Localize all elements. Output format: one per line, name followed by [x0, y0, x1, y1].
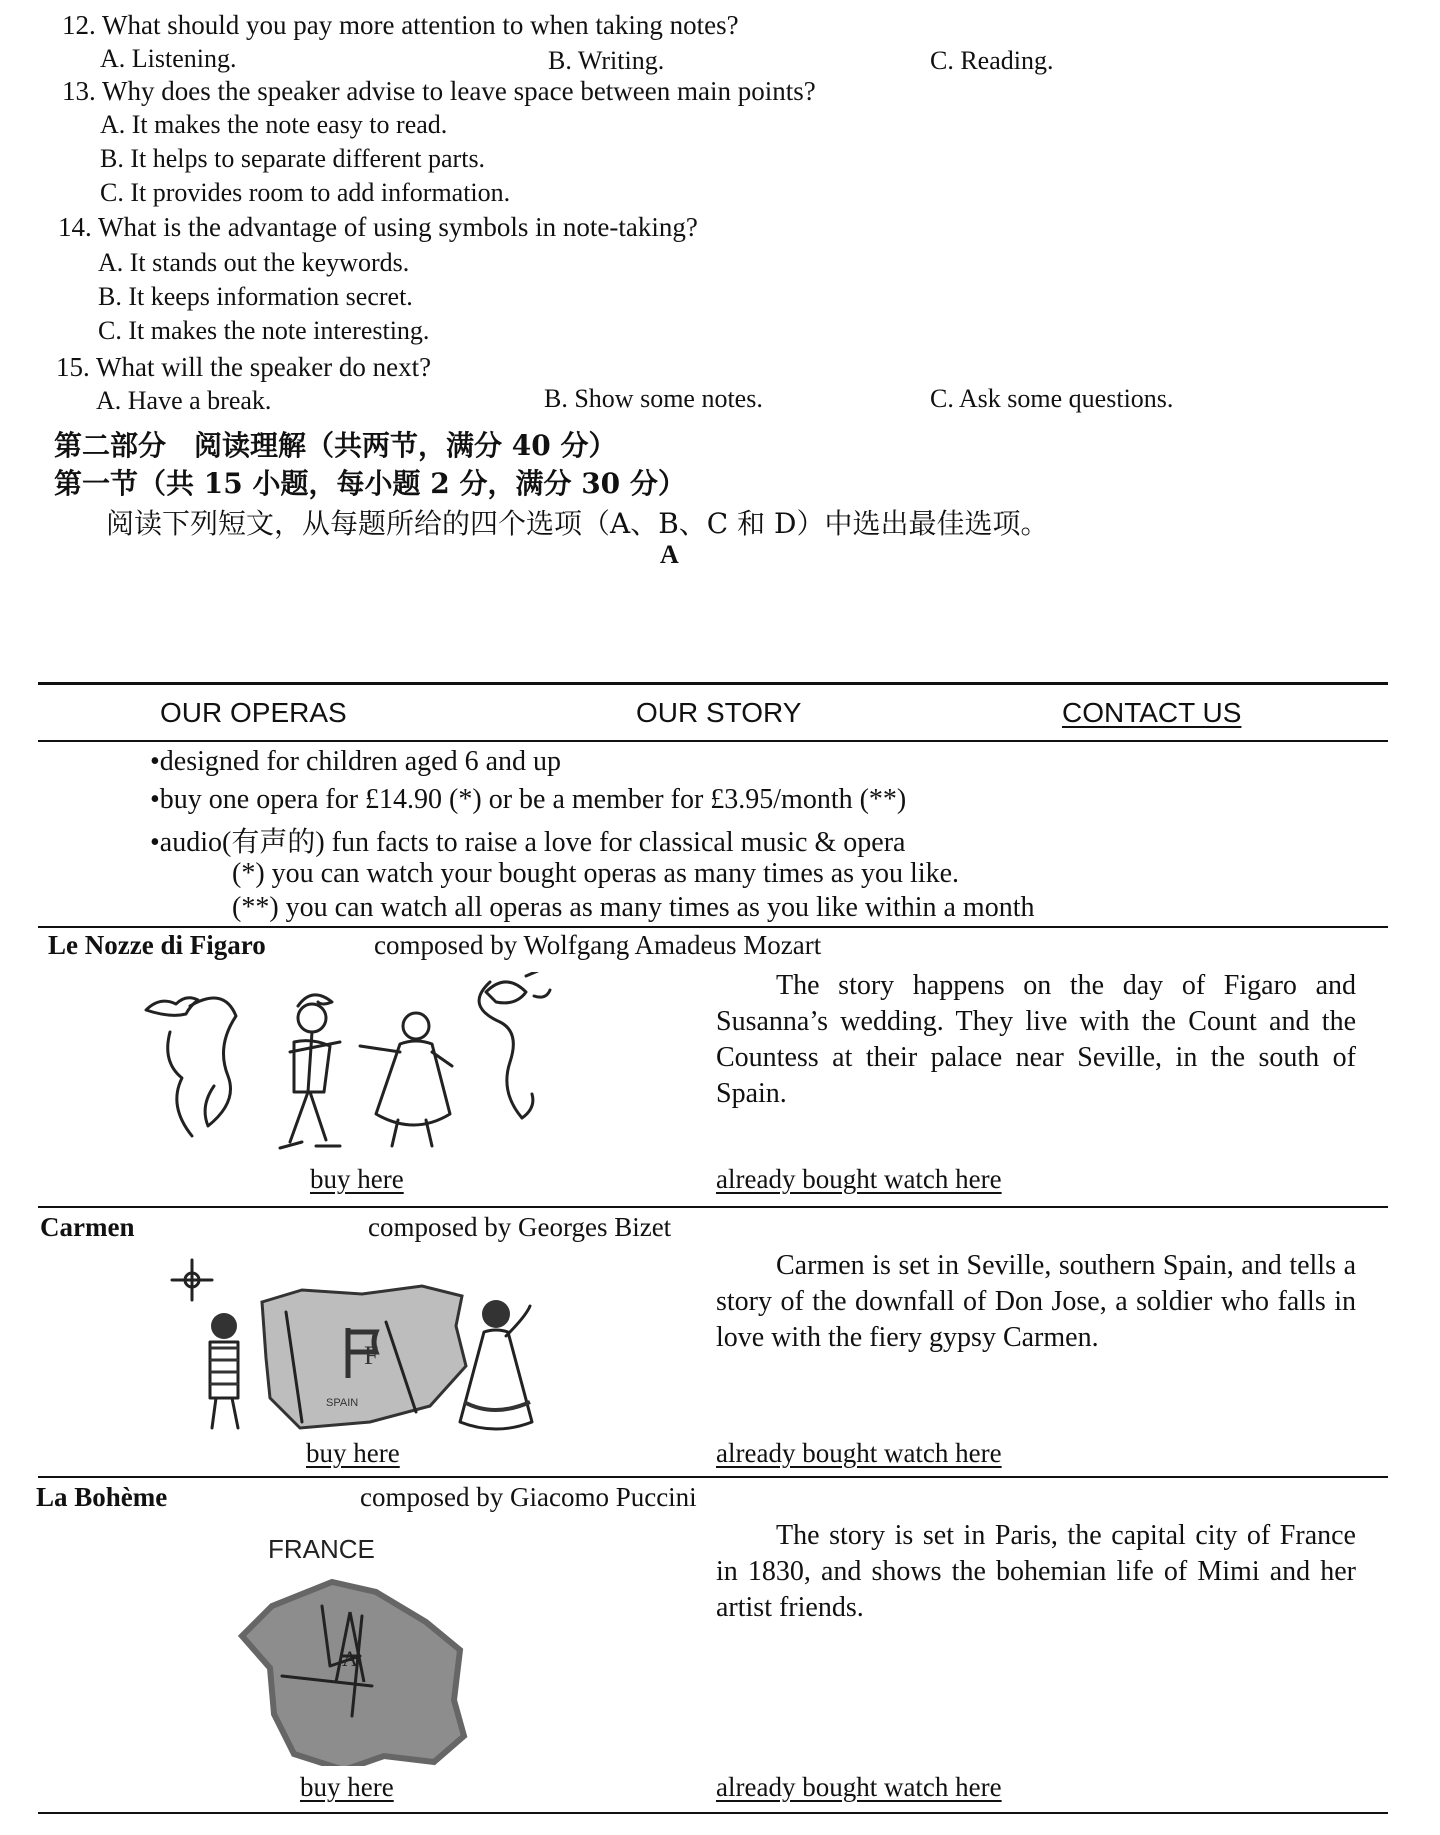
bird-icon — [479, 972, 550, 1118]
watch-link[interactable]: already bought watch here — [716, 1164, 1002, 1194]
dancer-icon — [360, 1013, 452, 1146]
france-map-illustration — [222, 1526, 492, 1766]
option-a: A. It stands out the keywords. — [98, 248, 410, 277]
option-a: A. Listening. — [100, 44, 237, 73]
option-b: B. Show some notes. — [544, 384, 763, 413]
nav-our-operas[interactable]: OUR OPERAS — [160, 697, 347, 728]
passage-label: A — [660, 540, 679, 569]
opera-title: La Bohème — [36, 1482, 168, 1512]
dancer-icon — [280, 995, 340, 1148]
compass-icon — [172, 1260, 212, 1300]
nav-our-story[interactable]: OUR STORY — [636, 697, 802, 728]
composer: composed by Georges Bizet — [368, 1212, 672, 1242]
option-c: C. It provides room to add information. — [100, 178, 511, 207]
map-country-label: SPAIN — [326, 1397, 359, 1409]
option-b: B. Writing. — [548, 46, 665, 75]
question-stem: 13. Why does the speaker advise to leave space between main points? — [62, 76, 816, 106]
option-b: B. It helps to separate different parts. — [100, 144, 486, 173]
option-a: A. Have a break. — [96, 386, 272, 415]
question-stem: 14. What is the advantage of using symbols in note-taking? — [58, 212, 698, 242]
buy-link[interactable]: buy here — [306, 1438, 400, 1468]
figaro-dancers-illustration — [130, 972, 590, 1162]
section-subtitle: 第一节（共 15 小题，每小题 2 分，满分 30 分） — [54, 467, 686, 500]
watch-link[interactable]: already bought watch here — [716, 1438, 1002, 1468]
buy-link[interactable]: buy here — [300, 1772, 394, 1802]
opera-title: Carmen — [40, 1212, 135, 1242]
map-letter: F — [364, 1341, 379, 1370]
divider — [38, 926, 1388, 928]
composer: composed by Wolfgang Amadeus Mozart — [374, 930, 822, 960]
instruction: 阅读下列短文，从每题所给的四个选项（A、B、C 和 D）中选出最佳选项。 — [106, 507, 1049, 540]
divider — [38, 740, 1388, 742]
option-a: A. It makes the note easy to read. — [100, 110, 448, 139]
iberia-map — [262, 1286, 466, 1428]
footnote: (**) you can watch all operas as many times as you like within a month — [232, 892, 1035, 923]
option-c: C. Reading. — [930, 46, 1054, 75]
dancer-icon — [460, 1300, 532, 1429]
spain-map-illustration — [166, 1252, 546, 1434]
opera-description: The story happens on the day of Figaro and Susanna’s wedding. They live with the Count and the Countess at their palace near Seville, in the south of Spain. — [716, 970, 1356, 1109]
footnote: (*) you can watch your bought operas as many times as you like. — [232, 858, 960, 889]
option-c: C. It makes the note interesting. — [98, 316, 430, 345]
opera-description: The story is set in Paris, the capital city of France in 1830, and shows the bohemian life of Mimi and her artist friends. — [716, 1520, 1356, 1623]
feature-item: •designed for children aged 6 and up — [150, 746, 562, 777]
map-letter: A — [342, 1646, 358, 1671]
option-b: B. It keeps information secret. — [98, 282, 413, 311]
composer: composed by Giacomo Puccini — [360, 1482, 697, 1512]
option-c: C. Ask some questions. — [930, 384, 1174, 413]
divider — [38, 1476, 1388, 1478]
divider — [38, 1206, 1388, 1208]
divider — [38, 1812, 1388, 1814]
nav-contact-us[interactable]: CONTACT US — [1062, 697, 1242, 728]
soldier-icon — [210, 1313, 238, 1428]
divider — [38, 682, 1388, 685]
question-stem: 12. What should you pay more attention to when taking notes? — [62, 10, 739, 40]
feature-item: •audio(有声的) fun facts to raise a love for classical music & opera — [150, 827, 906, 858]
bird-icon — [146, 998, 236, 1136]
buy-link[interactable]: buy here — [310, 1164, 404, 1194]
map-country-label: FRANCE — [268, 1534, 375, 1564]
question-stem: 15. What will the speaker do next? — [56, 352, 432, 382]
opera-title: Le Nozze di Figaro — [48, 930, 266, 960]
part-title: 第二部分 阅读理解（共两节，满分 40 分） — [54, 429, 617, 462]
feature-item: •buy one opera for £14.90 (*) or be a member for £3.95/month (**) — [150, 784, 907, 815]
opera-description: Carmen is set in Seville, southern Spain, and tells a story of the downfall of Don Jose, a soldier who falls in love with the fiery gypsy Carmen. — [716, 1250, 1356, 1353]
watch-link[interactable]: already bought watch here — [716, 1772, 1002, 1802]
